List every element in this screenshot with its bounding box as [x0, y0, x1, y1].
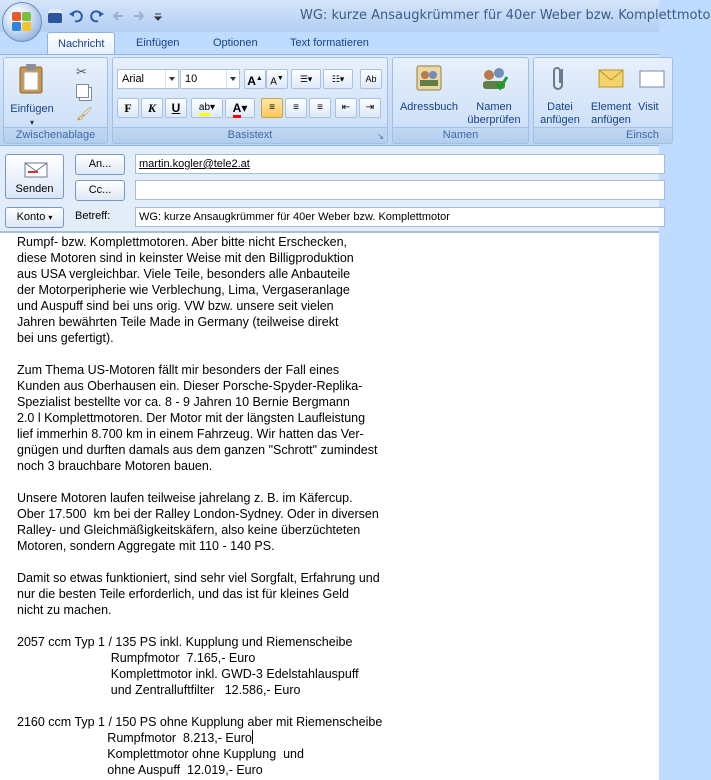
business-card-button[interactable]: [638, 63, 668, 114]
attach-item-label-1: Element: [590, 101, 632, 113]
to-button[interactable]: An...: [75, 154, 125, 175]
bold-button[interactable]: F: [117, 98, 139, 118]
send-label: Senden: [15, 183, 54, 195]
dialog-launcher-icon[interactable]: ↘: [377, 132, 384, 141]
office-button[interactable]: [2, 2, 42, 42]
address-book-button[interactable]: [397, 63, 461, 114]
next-item-icon[interactable]: [132, 9, 146, 23]
font-size-combo[interactable]: 10: [180, 69, 240, 89]
highlight-button[interactable]: ab▾: [191, 98, 223, 118]
font-name-combo[interactable]: Arial: [117, 69, 179, 89]
tab-einfuegen[interactable]: Einfügen: [136, 37, 180, 49]
address-book-icon: [414, 63, 444, 93]
customize-qat-icon[interactable]: [153, 9, 167, 23]
attach-item-button[interactable]: [586, 63, 636, 127]
text-cursor: [252, 730, 253, 744]
decrease-indent-button[interactable]: ⇤: [335, 98, 357, 118]
message-header: [0, 146, 659, 232]
align-right-button[interactable]: ≡: [309, 98, 331, 118]
to-field[interactable]: martin.kogler@tele2.at: [135, 154, 665, 174]
include-group-label: Einsch: [534, 127, 672, 143]
check-names-label-1: Namen: [476, 101, 512, 113]
tab-text-formatieren[interactable]: Text formatieren: [290, 37, 369, 49]
clear-formatting-icon[interactable]: Ab: [360, 69, 382, 89]
tab-nachricht[interactable]: Nachricht: [47, 32, 115, 55]
increase-indent-button[interactable]: ⇥: [359, 98, 381, 118]
grow-font-button[interactable]: A▲: [244, 69, 266, 89]
paste-button[interactable]: [8, 63, 56, 129]
italic-button[interactable]: K: [141, 98, 163, 118]
message-body[interactable]: [0, 232, 659, 780]
align-left-button[interactable]: ≡: [261, 98, 283, 118]
previous-item-icon[interactable]: [111, 9, 125, 23]
envelope-icon: [596, 63, 626, 93]
group-include: [533, 57, 673, 144]
message-body-tail: Komplettmotor ohne Kupplung und ohne Auspuff 12.019,- Euro: [107, 747, 304, 777]
copy-icon[interactable]: [76, 84, 89, 98]
cc-field[interactable]: [135, 180, 665, 200]
send-icon: [21, 160, 49, 180]
group-clipboard: [3, 57, 108, 144]
business-card-label: Visit: [638, 101, 659, 113]
chevron-down-icon: ▾: [48, 213, 53, 222]
format-painter-icon[interactable]: 🖌: [76, 106, 93, 121]
paperclip-icon: [545, 63, 575, 93]
quick-access-toolbar: [48, 6, 167, 26]
clipboard-group-label: Zwischenablage: [4, 127, 107, 143]
address-book-label: Adressbuch: [399, 101, 459, 113]
cut-icon[interactable]: ✂: [76, 64, 87, 79]
names-group-label: Namen: [393, 127, 528, 143]
attach-file-button[interactable]: [536, 63, 584, 127]
send-button[interactable]: [5, 154, 64, 199]
window-title: WG: kurze Ansaugkrümmer für 40er Weber bzw. Komplettmoto: [300, 8, 711, 23]
tab-optionen[interactable]: Optionen: [213, 37, 258, 49]
subject-field[interactable]: WG: kurze Ansaugkrümmer für 40er Weber bzw. Komplettmotor: [135, 207, 665, 227]
paste-dropdown-icon[interactable]: ▾: [29, 118, 34, 127]
check-names-button[interactable]: [461, 63, 527, 127]
check-names-label-2: überprüfen: [467, 114, 521, 126]
cc-button[interactable]: Cc...: [75, 180, 125, 201]
ribbon-tabs: [0, 28, 659, 55]
attach-item-label-2: anfügen: [591, 114, 631, 126]
attach-file-label-1: Datei: [547, 101, 573, 113]
redo-icon[interactable]: [90, 9, 104, 23]
business-card-icon: [638, 63, 664, 93]
office-logo-icon: [12, 12, 32, 32]
message-body-main: Rumpf- bzw. Komplettmotoren. Aber bitte nicht Erschecken, diese Motoren sind in keinster Weise mit den Billigproduktion aus USA vergleichbar. Viele Teile, besonders alle Anbauteile der Motorperipherie wie Verblechung, Lima, Vergaseranlage und Auspuff sind bei uns orig. VW bzw. unsere seit vielen Jahren bewährten Teile Made in Germany (teilweise direkt bei uns gefertigt). Zum Thema US-Motoren fällt mir besonders der Fall eines Kunden aus Oberhausen ein. Dieser Porsche-Spyder-Replika- Spezialist bestellte vor ca. 8 - 9 Jahren 10 Bernie Bergmann 2.0 l Komplettmotoren. Der Motor mit der längsten Laufleistung lief immerhin 8.700 km in einem Fahrzeug. Wir hatten das Ver- gnügen und durften damals aus dem ganzen "Schrott" zumindest noch 3 brauchbare Motoren bauen. Unsere Motoren laufen teilweise jahrelang z. B. im Käfercup. Ober 17.500 km bei der Ralley London-Sydney. Oder in diversen Ralley- und Gleichmäßigkeitskäfern, also keine überzüchteten Motoren, sondern Aggregate mit 110 - 140 PS. Damit so etwas funktioniert, sind sehr viel Sorgfalt, Erfahrung und nur die besten Teile erforderlich, und das ist für kleines Geld nicht zu machen. 2057 ccm Typ 1 / 135 PS inkl. Kupplung und Riemenscheibe Rumpfmotor 7.165,- Euro Komplettmotor inkl. GWD-3 Edelstahlauspuff und Zentralluftfilter 12.586,- Euro 2160 ccm Typ 1 / 150 PS ohne Kupplung aber mit Riemenscheibe Rumpfmotor 8.213,- Euro: [17, 235, 383, 745]
numbering-button[interactable]: ☷▾: [323, 69, 353, 89]
account-label: Konto: [16, 211, 46, 223]
subject-label: Betreff:: [75, 210, 111, 222]
paste-label: Einfügen: [10, 103, 54, 115]
group-names: [392, 57, 529, 144]
attach-file-label-2: anfügen: [540, 114, 580, 126]
group-basic-text: [112, 57, 388, 144]
underline-button[interactable]: U: [165, 98, 187, 118]
clipboard-icon: [17, 63, 47, 95]
save-icon[interactable]: [48, 9, 62, 23]
font-color-button[interactable]: A▾: [225, 98, 255, 118]
align-center-button[interactable]: ≡: [285, 98, 307, 118]
shrink-font-button[interactable]: A▼: [266, 69, 288, 89]
account-button[interactable]: [5, 207, 64, 228]
check-names-icon: [479, 63, 509, 93]
bullets-button[interactable]: ☰▾: [291, 69, 321, 89]
message-body-text: [17, 234, 382, 778]
basic-text-group-label: Basistext: [113, 127, 387, 143]
undo-icon[interactable]: [69, 9, 83, 23]
ribbon: [0, 54, 659, 146]
